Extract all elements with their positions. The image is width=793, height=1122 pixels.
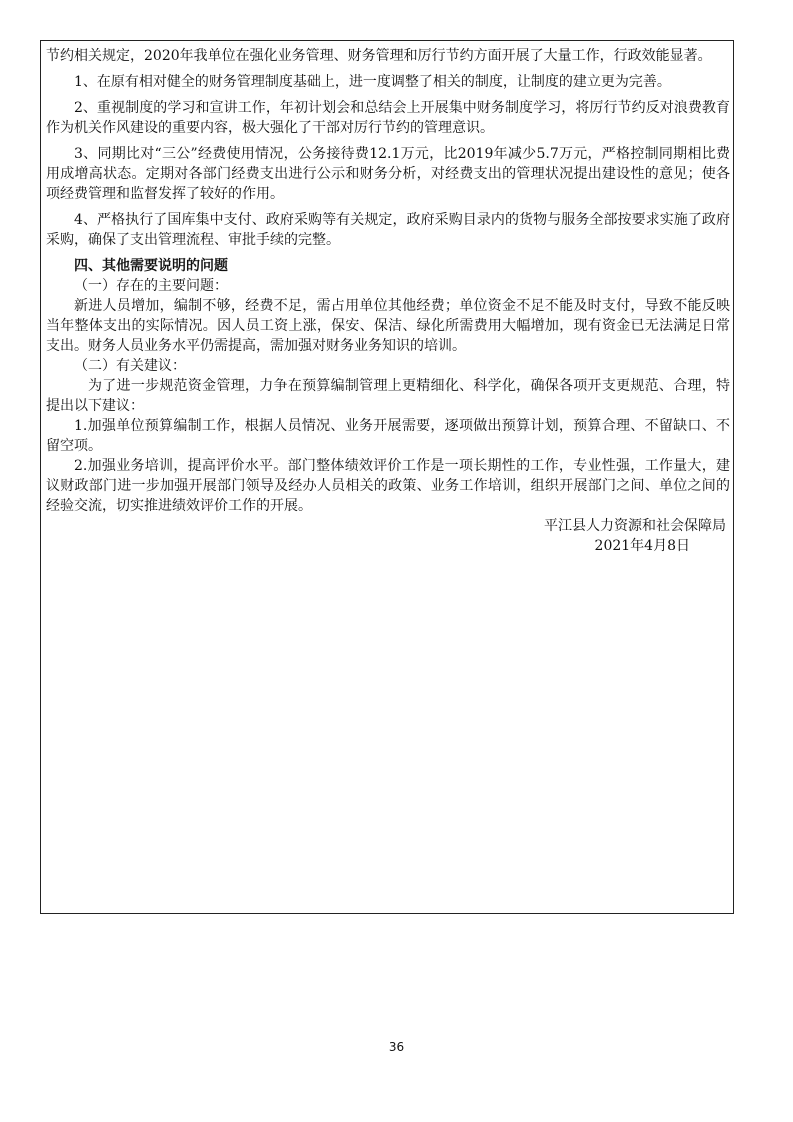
date: 2021年4月8日 bbox=[594, 538, 690, 554]
subheading-problems: （一）存在的主要问题： bbox=[74, 278, 228, 294]
paragraph-item-2: 2、重视制度的学习和宣讲工作，年初计划会和总结会上开展集中财务制度学习，将厉行节约反对浪费教育作为机关作风建设的重要内容，极大强化了干部对厉行节约的管理意识。 bbox=[46, 100, 730, 136]
paragraph-suggestion-1: 1.加强单位预算编制工作，根据人员情况、业务开展需要，逐项做出预算计划，预算合理、不留缺口、不留空项。 bbox=[46, 418, 730, 454]
paragraph-intro: 节约相关规定，2020年我单位在强化业务管理、财务管理和厉行节约方面开展了大量工作，行政效能显著。 bbox=[46, 48, 712, 64]
page-number: 36 bbox=[388, 1040, 405, 1054]
paragraph-suggestion-2: 2.加强业务培训，提高评价水平。部门整体绩效评价工作是一项长期性的工作，专业性强，工作量大，建议财政部门进一步加强开展部门领导及经办人员相关的政策、业务工作培训，组织开展部门之间、单位之间的经验交流，切实推进绩效评价工作的开展。 bbox=[46, 458, 730, 514]
paragraph-item-1: 1、在原有相对健全的财务管理制度基础上，进一度调整了相关的制度，让制度的建立更为完善。 bbox=[74, 74, 671, 90]
subheading-suggestions: （二）有关建议： bbox=[74, 358, 186, 374]
paragraph-suggestion-intro: 为了进一步规范资金管理，力争在预算编制管理上更精细化、科学化，确保各项开支更规范、合理，特提出以下建议： bbox=[46, 378, 730, 414]
paragraph-problems: 新进人员增加，编制不够，经费不足，需占用单位其他经费；单位资金不足不能及时支付，导致不能反映当年整体支出的实际情况。因人员工资上涨，保安、保洁、绿化所需费用大幅增加，现有资金已无法满足日常支出。财务人员业务水平仍需提高，需加强对财务业务知识的培训。 bbox=[46, 298, 730, 354]
document-body bbox=[46, 46, 730, 556]
paragraph-item-4: 4、严格执行了国库集中支付、政府采购等有关规定，政府采购目录内的货物与服务全部按要求实施了政府采购，确保了支出管理流程、审批手续的完整。 bbox=[46, 212, 730, 248]
section-heading: 四、其他需要说明的问题 bbox=[74, 258, 228, 274]
paragraph-item-3: 3、同期比对“三公”经费使用情况，公务接待费12.1万元，比2019年减少5.7万元，严格控制同期相比费用成增高状态。定期对各部门经费支出进行公示和财务分析，对经费支出的管理状况提出建设性的意见；使各项经费管理和监督发挥了较好的作用。 bbox=[46, 146, 730, 202]
signature: 平江县人力资源和社会保障局 bbox=[544, 518, 726, 534]
